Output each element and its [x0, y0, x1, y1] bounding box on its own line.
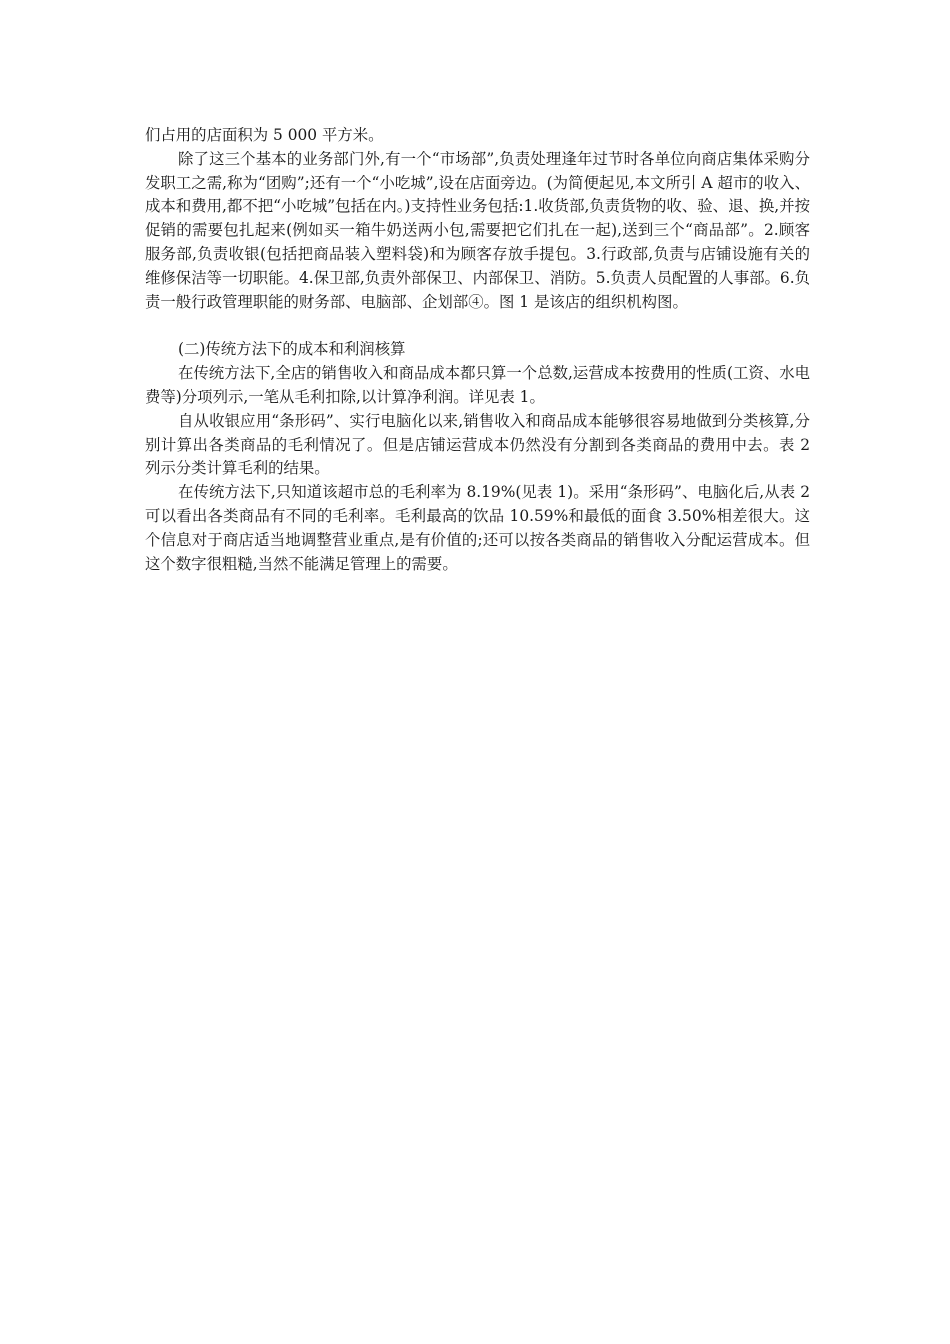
document-page — [145, 124, 810, 576]
section-heading: (二)传统方法下的成本和利润核算 — [178, 340, 406, 359]
paragraph-gross-margin: 在传统方法下,只知道该超市总的毛利率为 8.19%(见表 1)。采用“条形码”、电脑化后,从表 2 可以看出各类商品有不同的毛利率。毛利最高的饮品 10.59%和最低的面食 3.50%相差很大。这个信息对于商店适当地调整营业重点,是有价值的;还可以按各类商品的销售收入分配运营成本。但这个数字很粗糙,当然不能满足管理上的需要。 — [145, 483, 810, 573]
paragraph-spacer — [145, 314, 810, 338]
paragraph-traditional-method: 在传统方法下,全店的销售收入和商品成本都只算一个总数,运营成本按费用的性质(工资、水电费等)分项列示,一笔从毛利扣除,以计算净利润。详见表 1。 — [145, 364, 810, 406]
paragraph-continuation: 们占用的店面积为 5 000 平方米。 — [145, 126, 384, 144]
paragraph-barcode: 自从收银应用“条形码”、实行电脑化以来,销售收入和商品成本能够很容易地做到分类核算,分别计算出各类商品的毛利情况了。但是店铺运营成本仍然没有分割到各类商品的费用中去。表 2 列示分类计算毛利的结果。 — [145, 411, 810, 478]
paragraph-departments: 除了这三个基本的业务部门外,有一个“市场部”,负责处理逢年过节时各单位向商店集体采购分发职工之需,称为“团购”;还有一个“小吃城”,设在店面旁边。(为简便起见,本文所引 A 超市的收入、成本和费用,都不把“小吃城”包括在内。)支持性业务包括:1.收货部,负责货物的收、验、退、换,并按促销的需要包扎起来(例如买一箱牛奶送两小包,需要把它们扎在一起),送到三个“商品部”。2.顾客服务部,负责收银(包括把商品装入塑料袋)和为顾客存放手提包。3.行政部,负责与店铺设施有关的维修保洁等一切职能。4.保卫部,负责外部保卫、内部保卫、消防。5.负责人员配置的人事部。6.负责一般行政管理职能的财务部、电脑部、企划部④。图 1 是该店的组织机构图。 — [145, 149, 810, 311]
